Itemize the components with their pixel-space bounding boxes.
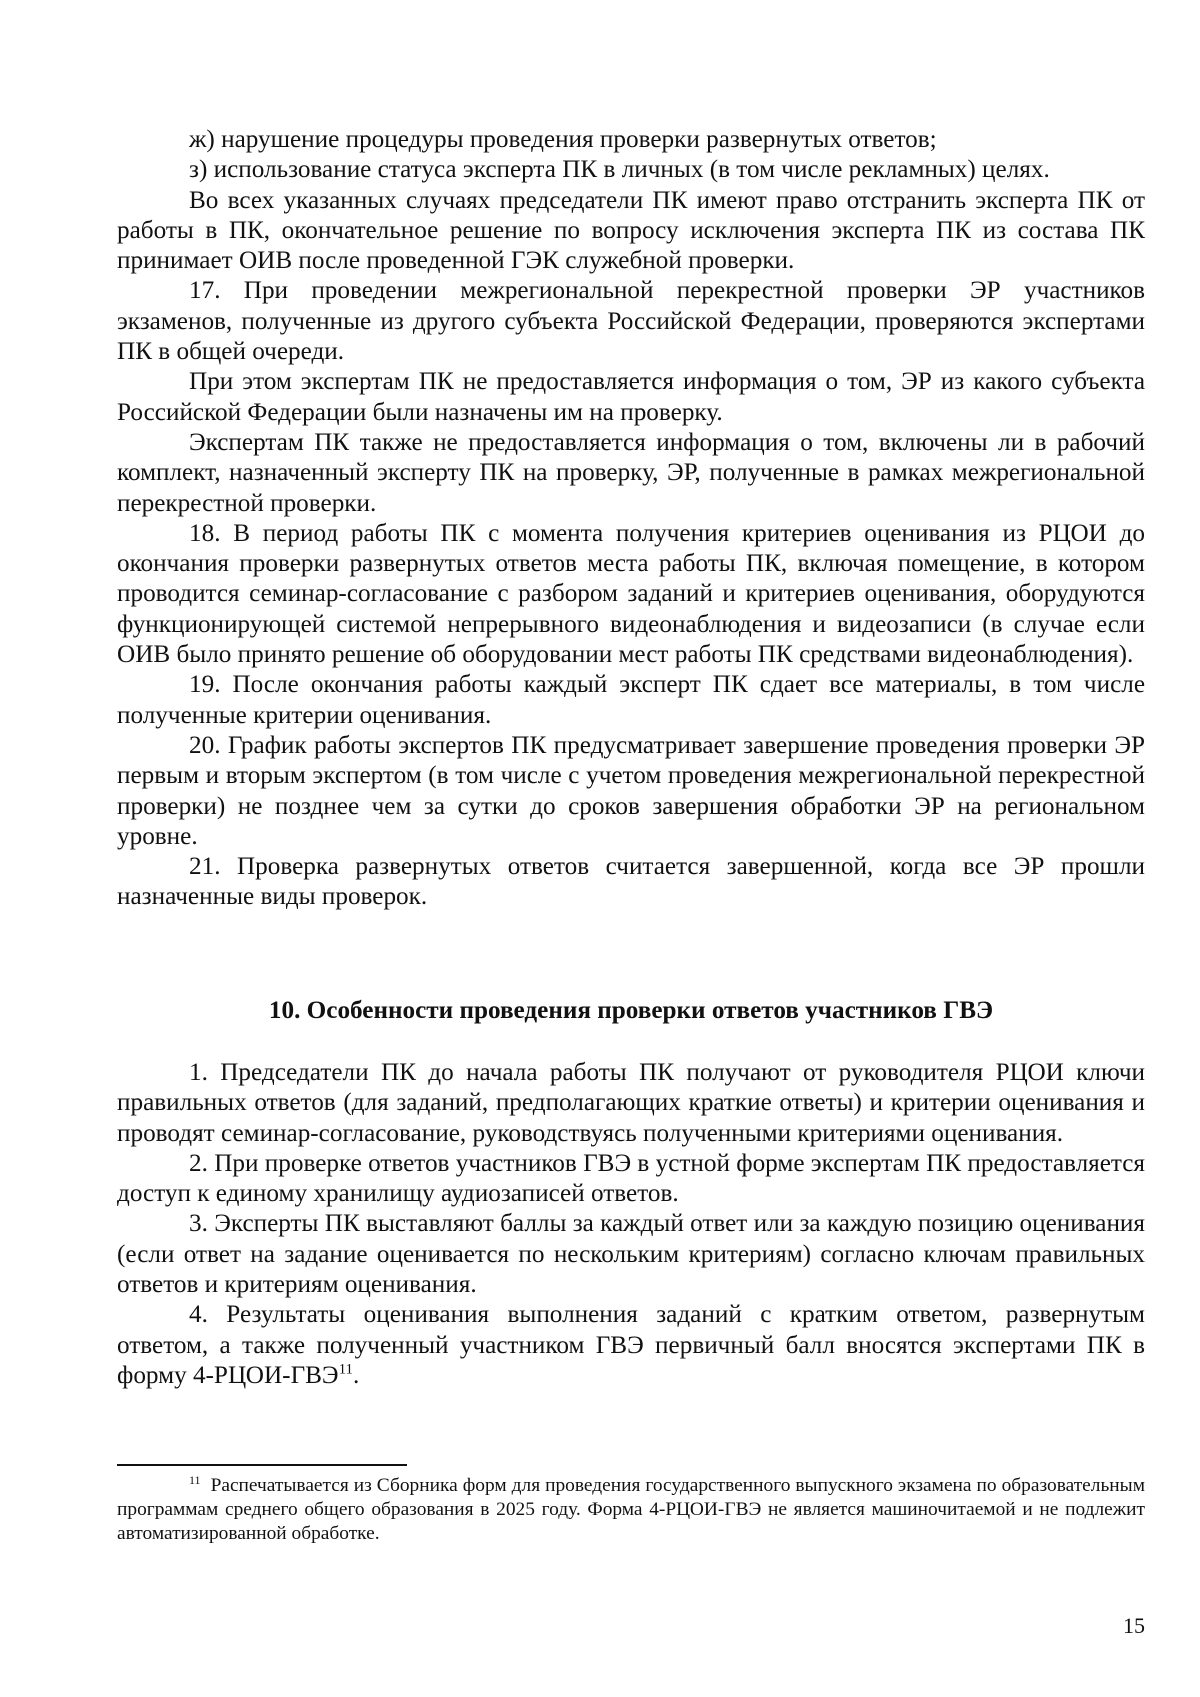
paragraph-zh: ж) нарушение процедуры проведения проверки развернутых ответов; [189,126,937,153]
paragraph-17: 17. При проведении межрегиональной перекрестной проверки ЭР участников экзаменов, полученные из другого субъекта Российской Федерации, проверяются экспертами ПК в общей очереди. [117,277,1145,366]
paragraph-removal-cases: Во всех указанных случаях председатели ПК имеют право отстранить эксперта ПК от работы в ПК, окончательное решение по вопросу исключения эксперта ПК из состава ПК принимает ОИВ после проведенной ГЭК служебной проверки. [117,186,1145,275]
section-title: 10. Особенности проведения проверки ответов участников ГВЭ [268,997,994,1024]
paragraph-18: 18. В период работы ПК с момента получения критериев оценивания из РЦОИ до окончания проверки развернутых ответов места работы ПК, включая помещение, в котором проводится семинар-согласование с разбором заданий и критериев оценивания, оборудуются функционирующей системой непрерывного видеонаблюдения и видеозаписи (в случае если ОИВ было принято решение об оборудовании мест работы ПК средствами видеонаблюдения). [117,519,1145,669]
section-paragraph-4-text: 4. Результаты оценивания выполнения заданий с кратким ответом, развернутым ответом, а также полученный участником ГВЭ первичный балл вносятся экспертами ПК в форму 4-РЦОИ-ГВЭ [117,1301,1145,1389]
paragraph-21: 21. Проверка развернутых ответов считается завершенной, когда все ЭР прошли назначенные виды проверок. [117,853,1145,911]
footnote [117,1474,1145,1546]
section-paragraph-1: 1. Председатели ПК до начала работы ПК получают от руководителя РЦОИ ключи правильных ответов (для заданий, предполагающих краткие ответы) и критерии оценивания и проводят семинар-согласование, руководствуясь полученными критериями оценивания. [117,1059,1145,1147]
section-text [117,1058,1145,1391]
body-text [117,125,1145,913]
footnote-number: 11 [189,1472,201,1487]
paragraph-17-kit: Экспертам ПК также не предоставляется информация о том, включены ли в рабочий комплект, назначенный эксперту ПК на проверку, ЭР, полученные в рамках межрегиональной перекрестной проверки. [117,428,1145,517]
section-paragraph-4-end: . [353,1361,360,1389]
paragraph-20: 20. График работы экспертов ПК предусматривает завершение проведения проверки ЭР первым и вторым экспертом (в том числе с учетом проведения межрегиональной перекрестной проверки) не позднее чем за сутки до сроков завершения обработки ЭР на региональном уровне. [117,731,1145,850]
page-number: 15 [1123,1613,1145,1638]
section-paragraph-2: 2. При проверке ответов участников ГВЭ в устной форме экспертам ПК предоставляется доступ к единому хранилищу аудиозаписей ответов. [117,1149,1145,1208]
footnote-divider [117,1464,407,1466]
section-paragraph-3: 3. Эксперты ПК выставляют баллы за каждый ответ или за каждую позицию оценивания (если ответ на задание оценивается по нескольким критериям) согласно ключам правильных ответов и критериям оценивания. [117,1210,1145,1299]
footnote-text: Распечатывается из Сборника форм для проведения государственного выпускного экзамена по образовательным программам среднего общего образования в 2025 году. Форма 4-РЦОИ-ГВЭ не является машиночитаемой и не подлежит автоматизированной обработке. [117,1475,1145,1544]
section-paragraph-4 [117,1300,1145,1391]
paragraph-17-info: При этом экспертам ПК не предоставляется информация о том, ЭР из какого субъекта Российской Федерации были назначены им на проверку. [117,368,1145,426]
footnote-reference[interactable]: 11 [338,1361,354,1378]
paragraph-19: 19. После окончания работы каждый эксперт ПК сдает все материалы, в том числе полученные критерии оценивания. [117,671,1145,729]
paragraph-z: з) использование статуса эксперта ПК в личных (в том числе рекламных) целях. [189,156,1050,184]
